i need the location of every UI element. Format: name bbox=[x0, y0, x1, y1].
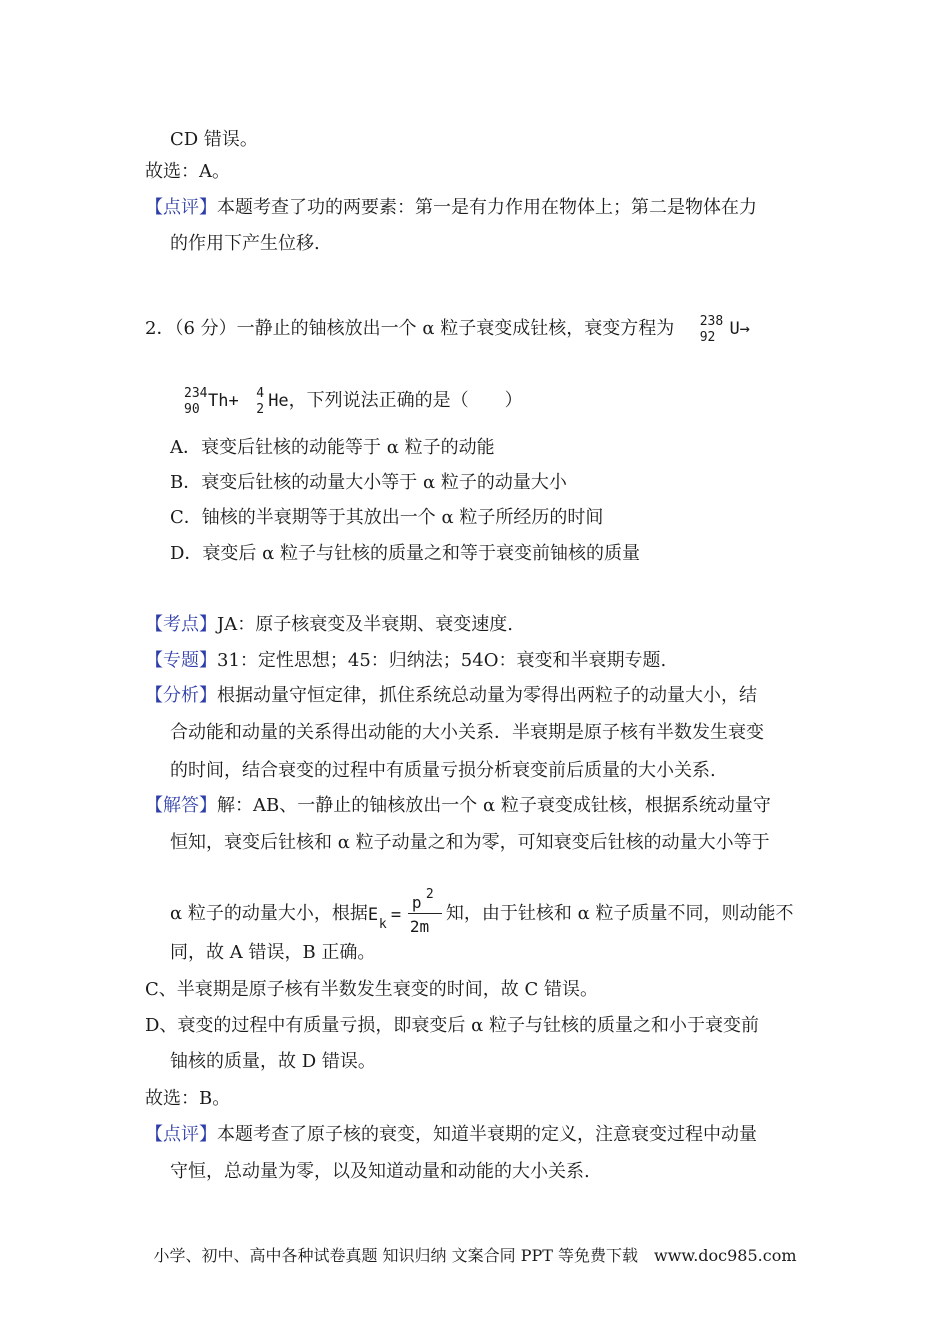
q2-comment-text: 本题考查了原子核的衰变，知道半衰期的定义，注意衰变过程中动量 bbox=[217, 1124, 757, 1145]
uranium-symbol: U→ bbox=[729, 319, 750, 339]
jieda-line4: 同，故 A 错误，B 正确。 bbox=[170, 942, 376, 963]
thorium-symbol: Th+ bbox=[208, 391, 239, 411]
jieda-d: D、衰变的过程中有质量亏损，即衰变后 α 粒子与钍核的质量之和小于衰变前 bbox=[145, 1015, 760, 1036]
option-b: B．衰变后钍核的动量大小等于 α 粒子的动量大小 bbox=[170, 472, 567, 493]
option-c: C．铀核的半衰期等于其放出一个 α 粒子所经历的时间 bbox=[170, 507, 604, 528]
uranium-mass: 238 bbox=[699, 314, 724, 329]
helium-mass: 4 bbox=[256, 386, 265, 401]
jieda-line3-post: 知，由于钍核和 α 粒子质量不同，则动能不 bbox=[445, 903, 794, 924]
kinetic-energy-symbol bbox=[367, 899, 406, 932]
fenxi-line3: 的时间，结合衰变的过程中有质量亏损分析衰变前后质量的大小关系. bbox=[170, 760, 716, 781]
frac-numerator: p bbox=[411, 893, 422, 912]
frac-denominator: 2m bbox=[409, 917, 430, 936]
q2-stem-text: 2．（6 分）一静止的铀核放出一个 α 粒子衰变成钍核，衰变方程为 bbox=[145, 318, 675, 339]
ek-k: k bbox=[378, 917, 387, 932]
fenxi-text: 根据动量守恒定律，抓住系统总动量为零得出两粒子的动量大小，结 bbox=[217, 685, 757, 706]
fenxi-line2: 合动能和动量的关系得出动能的大小关系．半衰期是原子核有半数发生衰变 bbox=[170, 722, 764, 743]
prev-comment-cont: 的作用下产生位移. bbox=[170, 233, 320, 254]
frac-bar bbox=[408, 913, 442, 914]
thorium-nuclide bbox=[184, 386, 208, 416]
kaodian-tag: 【考点】 bbox=[145, 614, 217, 635]
fenxi-tag: 【分析】 bbox=[145, 685, 217, 706]
helium-z: 2 bbox=[256, 402, 265, 417]
jieda-line3-pre: α 粒子的动量大小，根据 bbox=[170, 903, 368, 924]
helium-symbol: He bbox=[268, 391, 289, 411]
uranium-z: 92 bbox=[699, 330, 716, 345]
momentum-fraction bbox=[406, 887, 446, 937]
kaodian-text: JA：原子核衰变及半衰期、衰变速度. bbox=[217, 614, 513, 635]
jieda-tag: 【解答】 bbox=[145, 795, 217, 816]
q2-comment bbox=[145, 1123, 757, 1147]
ek-e: E bbox=[367, 905, 379, 925]
comment-text: 本题考查了功的两要素：第一是有力作用在物体上；第二是物体在力 bbox=[217, 197, 757, 218]
option-d: D．衰变后 α 粒子与钍核的质量之和等于衰变前铀核的质量 bbox=[170, 543, 641, 564]
frac-exponent: 2 bbox=[425, 887, 434, 902]
kaodian bbox=[145, 613, 513, 637]
thorium-z: 90 bbox=[184, 402, 200, 417]
jieda-c: C、半衰期是原子核有半数发生衰变的时间，故 C 错误。 bbox=[145, 979, 598, 1000]
q2-answer: 故选：B。 bbox=[145, 1088, 231, 1109]
fenxi bbox=[145, 684, 757, 708]
q2-comment-tag: 【点评】 bbox=[145, 1124, 217, 1145]
uranium-nuclide bbox=[700, 314, 724, 344]
zhuanti-tag: 【专题】 bbox=[145, 650, 217, 671]
zhuanti-text: 31：定性思想；45：归纳法；54O：衰变和半衰期专题. bbox=[217, 650, 667, 671]
comment-tag: 【点评】 bbox=[145, 197, 217, 218]
zhuanti bbox=[145, 649, 666, 673]
ek-equals: = bbox=[390, 905, 402, 925]
q2-stem-tail: ，下列说法正确的是（ ） bbox=[288, 390, 523, 411]
q2-comment-cont: 守恒，总动量为零，以及知道动量和动能的大小关系. bbox=[170, 1161, 590, 1182]
jieda-line2: 恒知，衰变后钍核和 α 粒子动量之和为零，可知衰变后钍核的动量大小等于 bbox=[170, 832, 770, 853]
page-footer: 小学、初中、高中各种试卷真题 知识归纳 文案合同 PPT 等免费下载 www.doc985.com bbox=[153, 1246, 797, 1265]
jieda-d-cont: 铀核的质量，故 D 错误。 bbox=[170, 1051, 376, 1072]
prev-cd-wrong: CD 错误。 bbox=[170, 129, 258, 150]
jieda-text: 解：AB、一静止的铀核放出一个 α 粒子衰变成钍核，根据系统动量守 bbox=[217, 795, 771, 816]
jieda bbox=[145, 794, 771, 818]
q2-stem-line1 bbox=[145, 314, 750, 344]
jieda-line3 bbox=[170, 887, 794, 937]
q2-stem-line2 bbox=[184, 386, 523, 416]
prev-comment bbox=[145, 196, 757, 220]
helium-nuclide bbox=[256, 386, 268, 416]
prev-answer: 故选：A。 bbox=[145, 161, 230, 182]
thorium-mass: 234 bbox=[184, 386, 208, 401]
option-a: A．衰变后钍核的动能等于 α 粒子的动能 bbox=[170, 437, 495, 458]
